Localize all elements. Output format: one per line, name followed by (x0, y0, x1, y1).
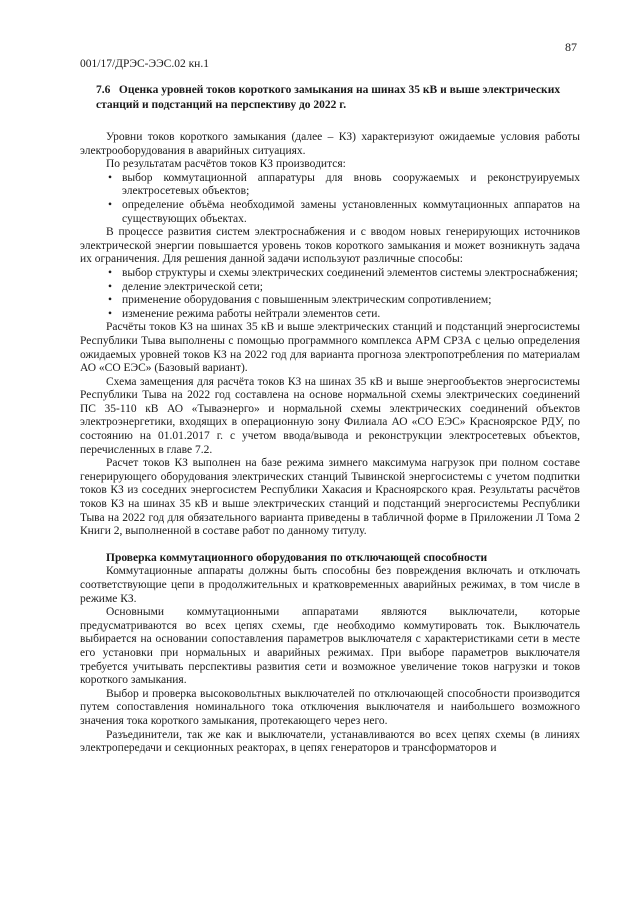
paragraph: Расчёты токов КЗ на шинах 35 кВ и выше электрических станций и подстанций энергосистемы Республики Тыва выполнены с помощью программного комплекса АРМ СРЗА с целью определения ожидаемых уровней токов КЗ на 2022 год для варианта прогноза электропотребления по материалам АО «СО ЕЭС» (Базовый вариант). (80, 321, 580, 375)
section-title (96, 83, 566, 113)
bullet-icon: • (108, 294, 113, 307)
bullet-icon: • (108, 266, 113, 279)
list-item-text: определение объёма необходимой замены установленных коммутационных аппаратов на существующих объектах. (122, 198, 580, 225)
list-item (80, 281, 580, 295)
paragraph: Выбор и проверка высоковольтных выключателей по отключающей способности производится путем сопоставления номинального тока отключения выключателя и наибольшего возможного значения тока короткого замыкания, протекающего через него. (80, 687, 580, 727)
document-body (80, 131, 580, 756)
list-item-text: выбор структуры и схемы электрических соединений элементов системы электроснабжения; (122, 266, 579, 279)
section-number: 7.6 (96, 84, 111, 96)
list-item-text: изменение режима работы нейтрали элементов сети. (122, 307, 381, 320)
list-item-text: выбор коммутационной аппаратуры для вновь сооружаемых и реконструируемых электросетевых объектов; (122, 171, 580, 198)
subsection-title: Проверка коммутационного оборудования по отключающей способности (106, 551, 488, 564)
list-item (80, 294, 580, 308)
spacer (80, 539, 580, 552)
paragraph: Схема замещения для расчёта токов КЗ на шинах 35 кВ и выше энергообъектов энергосистемы Республики Тыва на 2022 год составлена на основе нормальной схемы электрических соединений ПС 35-110 кВ АО «Тываэнерго» и нормальной схемы электрических соединений объектов электроэнергетики, входящих в операционную зону Филиала АО «СО ЕЭС» Красноярское РДУ, по состоянию на 01.01.2017 г. с учетом ввода/вывода и реконструкции электросетевых объектов, перечисленных в главе 7.2. (80, 375, 580, 456)
list-item-text: применение оборудования с повышенным электрическим сопротивлением; (122, 294, 492, 307)
paragraph: Коммутационные аппараты должны быть способны без повреждения включать и отключать соответствующие цепи в продолжительных и кратковременных аварийных режимах, в том числе в режиме КЗ. (80, 565, 580, 605)
paragraph: Разъединители, так же как и выключатели, устанавливаются во всех цепях схемы (в линиях электропередачи и секционных реакторах, в цепях генераторов и трансформаторов и (80, 728, 580, 755)
list-item-text: деление электрической сети; (122, 280, 263, 293)
bullet-icon: • (108, 171, 113, 184)
bullet-icon: • (108, 280, 113, 293)
paragraph: В процессе развития систем электроснабжения и с вводом новых генерирующих источников электрической энергии повышается уровень токов короткого замыкания и может возникнуть задача их ограничения. Для решения данной задачи используют различные способы: (80, 226, 580, 266)
bullet-list (80, 267, 580, 321)
section-title-text: Оценка уровней токов короткого замыкания на шинах 35 кВ и выше электрических станций и подстанций на перспективу до 2022 г. (96, 84, 561, 111)
paragraph: Уровни токов короткого замыкания (далее – КЗ) характеризуют ожидаемые условия работы электрооборудования в аварийных ситуациях. (80, 131, 580, 157)
list-item (80, 199, 580, 226)
paragraph: Основными коммутационными аппаратами являются выключатели, которые предусматриваются во всех цепях схемы, где необходимо коммутировать ток. Выключатель выбирается на основании сопоставления параметров выключателя с характеристиками сети в месте его установки при нормальных и аварийных режимах. При выборе параметров выключателя требуется учитывать перспективы развития сети и возможное увеличение токов нагрузки и токов короткого замыкания. (80, 606, 580, 687)
list-item (80, 267, 580, 281)
page-number: 87 (565, 40, 577, 54)
document-code: 001/17/ДРЭС-ЭЭС.02 кн.1 (80, 58, 209, 70)
paragraph: Расчет токов КЗ выполнен на базе режима зимнего максимума нагрузок при полном составе генерирующего оборудования электрических станций Тывинской энергосистемы с учетом подпитки токов КЗ из соседних энергосистем Республики Хакасия и Красноярского края. Результаты расчётов токов КЗ на шинах 35 кВ и выше электрических станций и подстанций энергосистемы Республики Тыва на 2022 год для обязательного варианта приведены в табличной форме в Приложении Л Тома 2 Книги 2, выполненной в составе работ по данному титулу. (80, 457, 580, 538)
list-item (80, 172, 580, 199)
paragraph: По результатам расчётов токов КЗ производится: (106, 158, 346, 171)
bullet-icon: • (108, 307, 113, 320)
bullet-icon: • (108, 198, 113, 211)
list-item (80, 308, 580, 322)
bullet-list (80, 172, 580, 226)
